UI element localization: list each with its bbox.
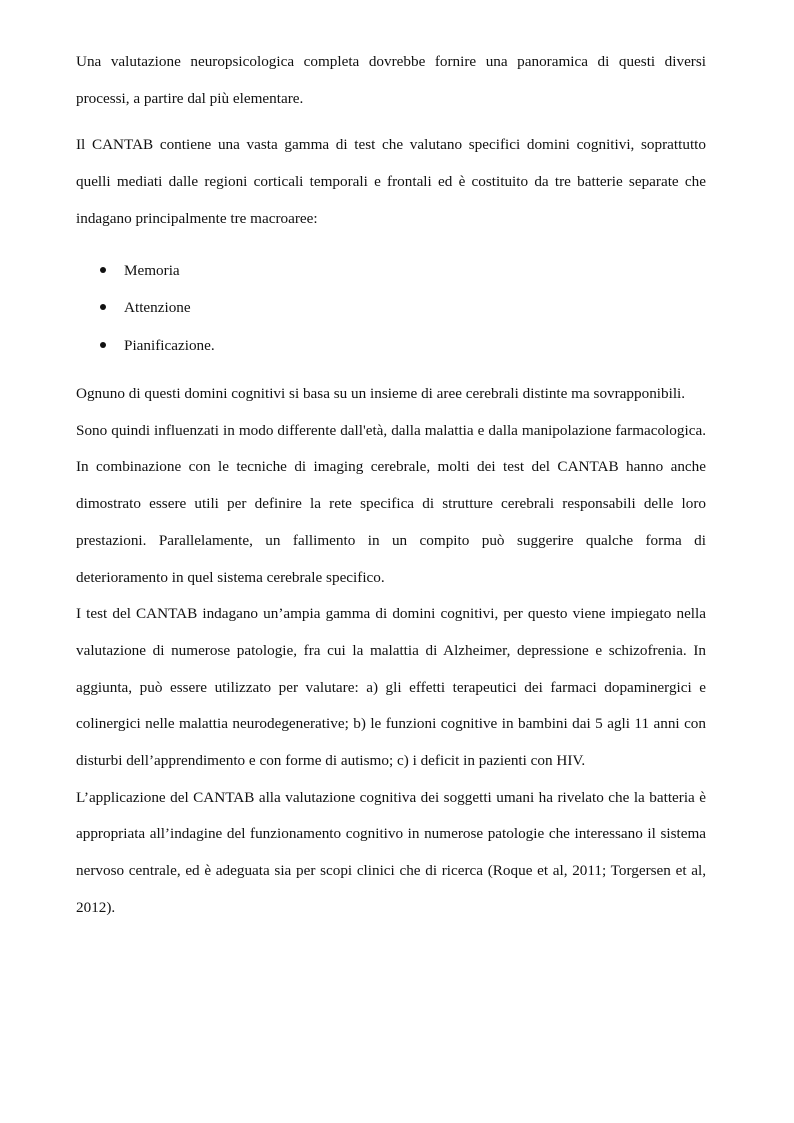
paragraph-application: L’applicazione del CANTAB alla valutazione cognitiva dei soggetti umani ha rivelato che la batteria è appropriata all’indagine del funzionamento cognitivo in numerose patologie che interessano il sistema nervoso centrale, ed è adeguata sia per scopi clinici che di ricerca (Roque et al, 2011; Torgersen et al, 2012). — [76, 788, 706, 916]
paragraph-influences: Sono quindi influenzati in modo differente dall'età, dalla malattia e dalla manipolazione farmacologica. In combinazione con le tecniche di imaging cerebrale, molti dei test del CANTAB hanno anche dimostrato essere utili per definire la rete specifica di strutture cerebrali responsabili delle loro prestazioni. Parallelamente, un fallimento in un compito può suggerire qualche forma di deterioramento in quel sistema cerebrale specifico. — [76, 421, 706, 586]
list-item-label: Pianificazione. — [124, 336, 215, 354]
list-item — [76, 289, 706, 327]
paragraph-intro: Una valutazione neuropsicologica completa dovrebbe fornire una panoramica di questi diversi processi, a partire dal più elementare. — [76, 53, 706, 107]
macroareas-list — [76, 252, 706, 365]
list-item — [76, 327, 706, 365]
bullet-icon — [100, 304, 106, 310]
paragraph-pathologies: I test del CANTAB indagano un’ampia gamma di domini cognitivi, per questo viene impiegato nella valutazione di numerose patologie, fra cui la malattia di Alzheimer, depressione e schizofrenia. In aggiunta, può essere utilizzato per valutare: a) gli effetti terapeutici dei farmaci dopaminergici e colinergici nelle malattia neurodegenerative; b) le funzioni cognitive in bambini dai 5 agli 11 anni con disturbi dell’apprendimento e con forme di autismo; c) i deficit in pazienti con HIV. — [76, 605, 706, 770]
list-item-label: Memoria — [124, 261, 180, 279]
bullet-icon — [100, 342, 106, 348]
list-item — [76, 252, 706, 290]
document-page — [76, 44, 706, 927]
bullet-icon — [100, 267, 106, 273]
paragraph-cantab-description: Il CANTAB contiene una vasta gamma di test che valutano specifici domini cognitivi, soprattutto quelli mediati dalle regioni corticali temporali e frontali ed è costituito da tre batterie separate che indagano principalmente tre macroaree: — [76, 136, 706, 227]
list-item-label: Attenzione — [124, 299, 191, 317]
paragraph-domains: Ognuno di questi domini cognitivi si basa su un insieme di aree cerebrali distinte ma sovrapponibili. — [76, 385, 686, 403]
